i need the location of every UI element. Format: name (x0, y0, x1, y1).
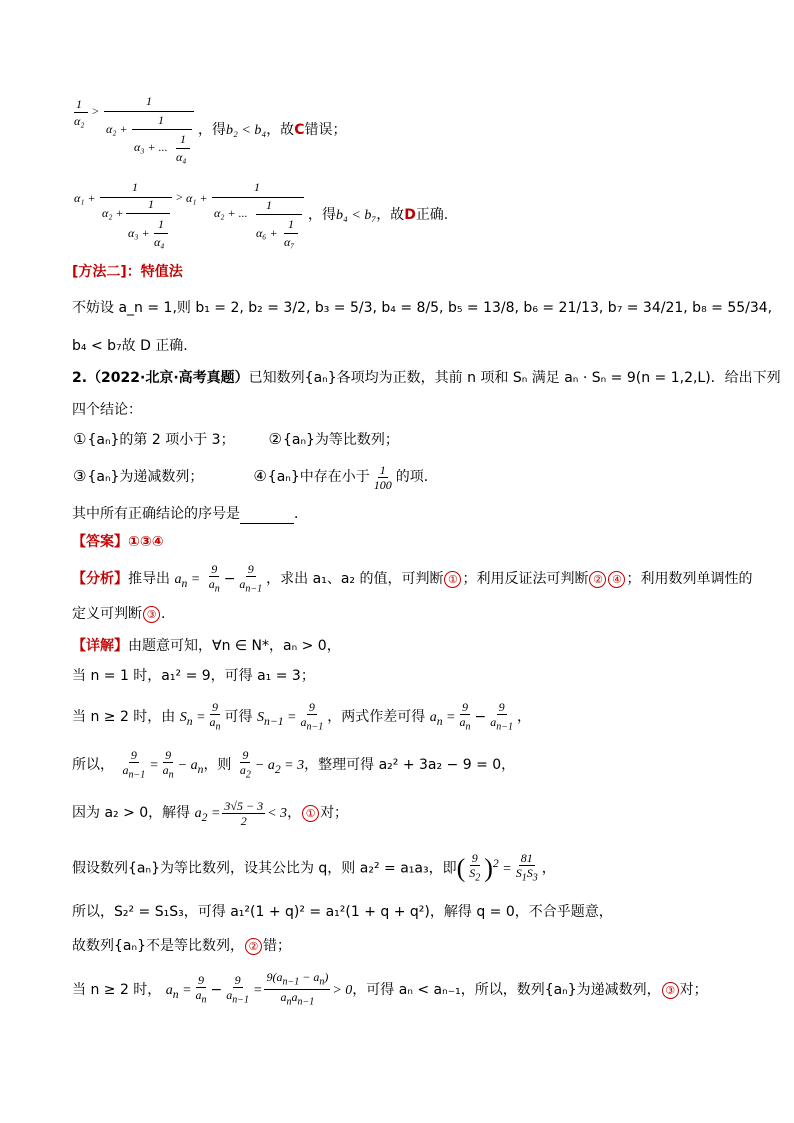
question-2-stem (72, 368, 781, 388)
conclusion-4-a: {aₙ}中存在小于 (267, 469, 370, 485)
answer-value: ①③④ (128, 534, 164, 550)
cf2-verdict: 正确. (415, 207, 449, 223)
cf1-option: C (294, 122, 305, 138)
cf2-comma: ，故 (376, 207, 405, 223)
detail-line-6: 假设数列{aₙ}为等比数列，设其公比为 q，则 a₂² = a₁a₃，即( $\frac{9}{S_2}$ )$^2$ = $\frac{81}{S_1S_3}$ ， (72, 851, 556, 884)
fraction-1-over-100: $\frac{1}{100}$ (373, 462, 392, 492)
cf1-verdict: 错误； (304, 122, 347, 138)
conclusion-1: {aₙ}的第 2 项小于 3； (87, 432, 235, 448)
special-value-conclusion: b₄ < b₇故 D 正确. (72, 338, 188, 354)
detail-line-4: 所以， $\frac{9}{a_{n-1}}$ = $\frac{9}{a_n}$ − $a_n$，则 $\frac{9}{a_2}$ − $a_2 = 3$，整理可得 a₂² + 3a₂ − 9 = 0， (72, 748, 516, 781)
analysis-line-2: 定义可判断 ③ . (72, 606, 166, 622)
question-stem-line-2: 四个结论： (72, 402, 142, 418)
method-two-heading: [方法二]：特值法 (72, 264, 183, 280)
mark-3: ③ (73, 467, 87, 485)
mark-1: ① (73, 430, 87, 448)
detail-line-5: 因为 a₂ > 0，解得 $a_2$ = $\frac{3√5 - 3}{2}$ < 3， ① 对； (72, 798, 349, 828)
answer-label: 【答案】 (72, 534, 128, 550)
analysis-label: 【分析】 (72, 571, 128, 588)
detail-line-9: 当 n ≥ 2 时， $a_n$ = $\frac{9}{a_n}$ − $\frac{9}{a_{n-1}}$ = $\frac{9(a_{n-1} - a_n)}{a_na_{n-1}}$ > 0，可得 aₙ < aₙ₋₁，所以，数列{aₙ}为递减数列， ③ 对； (72, 970, 708, 1008)
question-source: （2022·北京·高考真题） (87, 370, 249, 386)
cf2-tail: ，得 (308, 207, 336, 223)
mark-2: ② (268, 430, 282, 448)
mark-4: ④ (253, 467, 267, 485)
answer-line (72, 532, 734, 552)
cf2-ineq: b₄ < b₇ (336, 208, 377, 223)
special-value-line: 不妨设 a_n = 1,则 b₁ = 2, b₂ = 3/2, b₃ = 5/3, b₄ = 8/5, b₅ = 13/8, b₆ = 21/13, b₇ = 34/21, b₈ = 55/34, (72, 300, 773, 316)
conclusions-row-2 (72, 462, 734, 492)
cf1-comma: ，故 (266, 122, 295, 138)
question-stem-line-1: 已知数列{aₙ}各项均为正数，其前 n 项和 Sₙ 满足 aₙ · Sₙ = 9(n = 1,2,L)．给出下列 (248, 370, 781, 386)
detail-label: 【详解】 (72, 638, 128, 654)
analysis-line-1: 【分析】推导出 $a_n$ = $\frac{9}{a_n}$ − $\frac{9}{a_{n-1}}$ ，求出 a₁、a₂ 的值，可判断 ① ；利用反证法可判断 ② ④ ；利用数列单调性的 (72, 562, 753, 595)
cf1-ineq: b₂ < b₄ (226, 123, 267, 138)
cf2-option: D (404, 207, 416, 223)
detail-line-2: 当 n = 1 时，a₁² = 9，可得 a₁ = 3； (72, 668, 315, 684)
answer-blank (240, 509, 294, 524)
conclusion-4-b: 的项． (395, 469, 438, 485)
question-number: 2. (72, 370, 88, 386)
conclusions-row-1 (72, 430, 734, 450)
conclusion-2: {aₙ}为等比数列； (282, 432, 399, 448)
detail-line-8: 故数列{aₙ}不是等比数列， ② 错； (72, 938, 291, 954)
detail-line-1: 【详解】由题意可知，∀n ∈ N*，aₙ > 0， (72, 638, 341, 654)
conclusion-3: {aₙ}为递减数列； (87, 469, 204, 485)
question-ask: 其中所有正确结论的序号是 ． (72, 506, 308, 522)
detail-line-7: 所以，S₂² = S₁S₃，可得 a₁²(1 + q)² = a₁²(1 + q + q²)，解得 q = 0，不合乎题意， (72, 904, 613, 920)
cf1-tail: ，得 (198, 122, 226, 138)
document-page: 1 α₂ > 1 α₂ + 1 α₃ + ... 1 α₄ ，得b₂ < b₄，故C错误； α₁ + 1 α₂ + 1 α₃ + 1 α₄ > α₁ + 1 α₂ + ... 1 α₆ + 1 α₇ ，得b₄ < b₇，故D正确. [方法二]：特值法 不妨设 a_n = 1,则 b₁ = 2, b₂ = 3/2, b₃ = 5/3, b₄ = 8/5, b₅ = 13/8, b₆ = 21/13, b₇ = 34/21, b₈ = 55/34, b₄ < b₇故 D 正确. 2.（2022·北京·高考真题）已知数列{aₙ}各项均为正数，其前 n 项和 Sₙ 满足 aₙ · Sₙ = 9(n = 1,2,L)．给出下列 四个结论： ①{aₙ}的第 2 项小于 3； ②{aₙ}为等比数列； ③{aₙ}为递减数列； ④{aₙ}中存在小于 $\frac{1}{100}$ 的项． 其中所有正确结论的序号是 ． 【答案】①③④ 【分析】推导出 $a_n$ = $\frac{9}{a_n}$ − $\frac{9}{a_{n-1}}$ ，求出 a₁、a₂ 的值，可判断 ① ；利用反证法可判断 ② ④ ；利用数列单调性的 定义可判断 ③ . 【详解】由题意可知，∀n ∈ N*，aₙ > 0， 当 n = 1 时，a₁² = 9，可得 a₁ = 3； 当 n ≥ 2 时，由 $S_n$ = $\frac{9}{a_n}$ 可得 $S_{n-1}$ = $\frac{9}{a_{n-1}}$ ，两式作差可得 $a_n$ = $\frac{9}{a_n}$ − $\frac{9}{a_{n-1}}$ ， 所以， $\frac{9}{a_{n-1}}$ = $\frac{9}{a_n}$ − $a_n$，则 $\frac{9}{a_2}$ − $a_2 = 3$，整理可得 a₂² + 3a₂ − 9 = 0， 因为 a₂ > 0，解得 $a_2$ = $\frac{3√5 - 3}{2}$ < 3， ① 对； 假设数列{aₙ}为等比数列，设其公比为 q，则 a₂² = a₁a₃，即( $\frac{9}{S_2}$ )$^2$ = $\frac{81}{S_1S_3}$ ， 所以，S₂² = S₁S₃，可得 a₁²(1 + q)² = a₁²(1 + q + q²)，解得 q = 0，不合乎题意， 故数列{aₙ}不是等比数列， ② 错； 当 n ≥ 2 时， $a_n$ = $\frac{9}{a_n}$ − $\frac{9}{a_{n-1}}$ = $\frac{9(a_{n-1} - a_n)}{a_na_{n-1}}$ > 0，可得 aₙ < aₙ₋₁，所以，数列{aₙ}为递减数列， ③ 对； (72, 94, 781, 1008)
detail-line-3: 当 n ≥ 2 时，由 $S_n$ = $\frac{9}{a_n}$ 可得 $S_{n-1}$ = $\frac{9}{a_{n-1}}$ ，两式作差可得 $a_n$ = $\frac{9}{a_n}$ − $\frac{9}{a_{n-1}}$ ， (72, 700, 531, 733)
